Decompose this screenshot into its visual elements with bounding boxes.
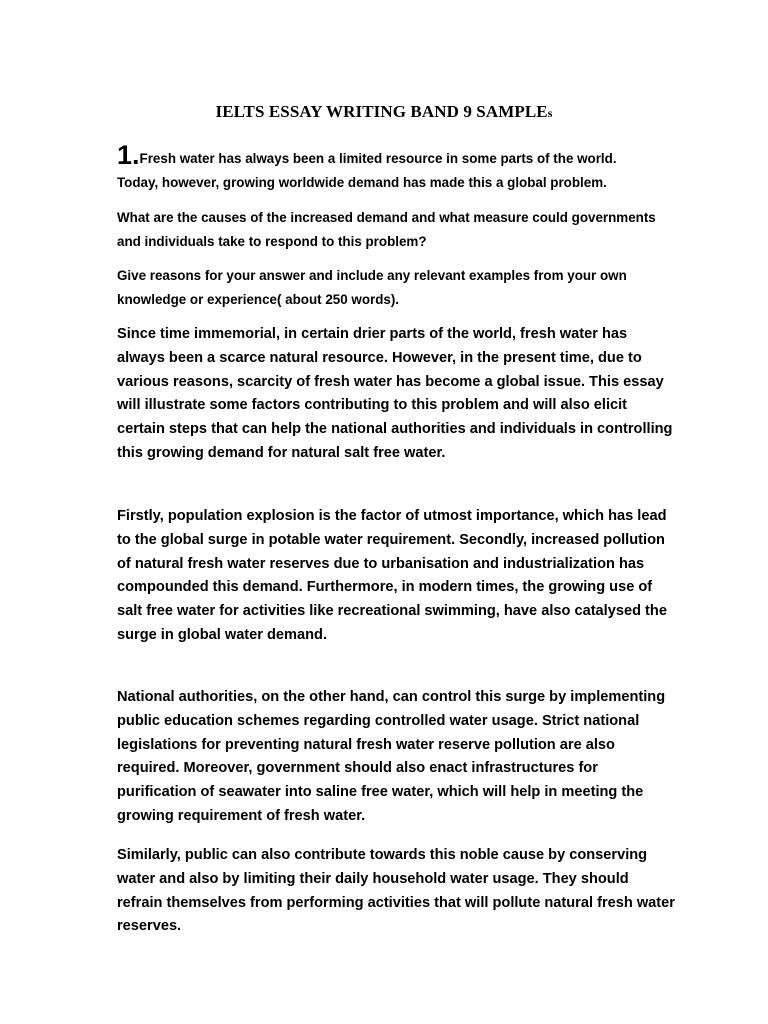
essay-paragraph-3: National authorities, on the other hand, can control this surge by implementing public education schemes regarding controlled water usage. Strict national legislations for preventing natural fresh water reserve pollution are also required. Moreover, government should also enact infrastructures for purification of seawater into saline free water, which will help in meeting the growing requirement of fresh water.	[117, 689, 666, 824]
document-title-suffix: s	[547, 106, 553, 120]
document-title-main: IELTS ESSAY WRITING BAND 9 SAMPLE	[215, 102, 548, 121]
question-text-line-1: Fresh water has always been a limited resource in some parts of the world.	[139, 151, 617, 166]
question-paragraph-1	[117, 140, 677, 194]
essay-paragraph-4: Similarly, public can also contribute towards this noble cause by conserving water and also by limiting their daily household water usage. They should refrain themselves from performing activities that will pollute natural fresh water reserves.	[117, 847, 675, 935]
document-title	[0, 102, 768, 122]
essay-paragraph-2: Firstly, population explosion is the factor of utmost importance, which has lead to the global surge in potable water requirement. Secondly, increased pollution of natural fresh water reserves due to urbanisation and industrialization has compounded this demand. Furthermore, in modern times, the growing use of salt free water for activities like recreational swimming, have also catalysed the surge in global water demand.	[117, 508, 667, 643]
essay-paragraph-1: Since time immemorial, in certain drier parts of the world, fresh water has always been a scarce natural resource. However, in the present time, due to various reasons, scarcity of fresh water has become a global issue. This essay will illustrate some factors contributing to this problem and will also elicit certain steps that can help the national authorities and individuals in controlling this growing demand for natural salt free water.	[117, 326, 673, 461]
question-number: 1.	[117, 140, 140, 170]
question-paragraph-2: What are the causes of the increased demand and what measure could governments and individuals take to respond to this problem?	[117, 210, 656, 249]
question-paragraph-3: Give reasons for your answer and include any relevant examples from your own knowledge or experience( about 250 words).	[117, 268, 627, 307]
question-text-line-2: Today, however, growing worldwide demand has made this a global problem.	[117, 174, 607, 190]
